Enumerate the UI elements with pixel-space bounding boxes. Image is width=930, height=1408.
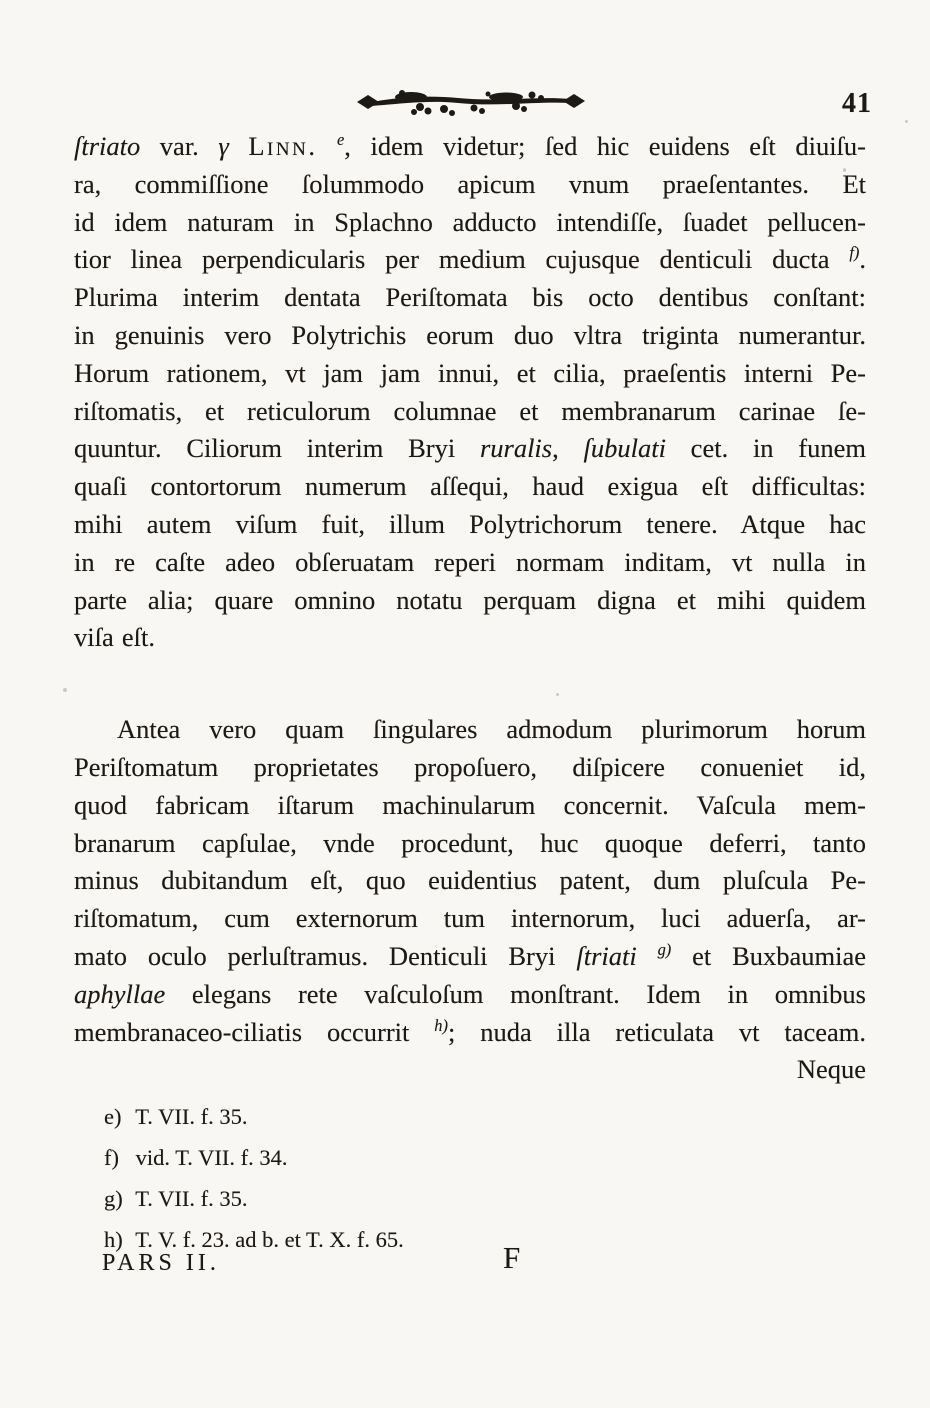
paragraph-1 xyxy=(74,128,866,657)
text-line xyxy=(74,355,866,393)
text-run: quod fabricam iſtarum machinularum concernit. Vaſcula mem- xyxy=(74,789,866,820)
paper-speck xyxy=(905,120,908,123)
text-line xyxy=(74,711,866,749)
text-line xyxy=(74,862,866,900)
paper-speck xyxy=(63,688,67,692)
text-line xyxy=(74,468,866,506)
text-run xyxy=(229,131,249,161)
text-run: Periſtomatum proprietates propoſuero, diſpicere conueniet id, xyxy=(74,751,866,782)
text-line xyxy=(74,317,866,355)
text-run: et Buxbaumiae xyxy=(671,940,867,971)
text-line xyxy=(74,749,866,787)
text-run: ſtriati xyxy=(576,940,637,971)
text-run: Antea vero quam ſingulares admodum plurimorum horum xyxy=(117,714,866,745)
text-run: e xyxy=(337,130,345,150)
text-run: Horum rationem, vt jam jam innui, et cilia, praeſentis interni Pe- xyxy=(74,357,866,388)
text-run: ; nuda illa reticulata vt taceam. xyxy=(447,1016,867,1047)
text-run: quuntur. Ciliorum interim Bryi xyxy=(74,433,480,464)
text-run: Plurima interim dentata Periſtomata bis octo dentibus conſtant: xyxy=(74,282,866,313)
footnote-text: T. VII. f. 35. xyxy=(130,1186,248,1211)
text-run: id idem naturam in Splachno adducto intendiſſe, ſuadet pellucen- xyxy=(74,206,866,237)
text-run: in re caſte adeo obſeruatam reperi normam inditam, vt nulla in xyxy=(74,546,866,577)
signature-mark: F xyxy=(503,1240,521,1275)
text-run: ra, commiſſione ſolummodo apicum vnum praeſentantes. Et xyxy=(74,168,866,199)
footnote-marker: e) xyxy=(104,1104,122,1129)
text-line xyxy=(74,544,866,582)
text-line xyxy=(74,393,866,431)
text-run: viſa eſt. xyxy=(74,622,155,653)
text-run: var. xyxy=(140,131,219,161)
text-run xyxy=(317,131,337,161)
text-line xyxy=(74,166,866,204)
text-run: ſtriato xyxy=(74,131,141,161)
text-run: , xyxy=(552,433,584,464)
text-run: riſtomatis, et reticulorum columnae et membranarum carinae ſe- xyxy=(74,395,866,426)
text-line xyxy=(74,787,866,825)
text-run: riſtomatum, cum externorum tum internorum, luci aduerſa, ar- xyxy=(74,903,866,934)
text-run: minus dubitandum eſt, quo euidentius patent, dum pluſcula Pe- xyxy=(74,865,866,896)
text-run: f) xyxy=(849,243,860,263)
footnote-text: T. V. f. 23. ad b. et T. X. f. 65. xyxy=(130,1227,404,1252)
text-run: γ xyxy=(218,131,229,161)
text-line xyxy=(74,619,866,657)
text-run: mihi autem viſum fuit, illum Polytrichorum tenere. Atque hac xyxy=(74,508,866,539)
footnote-text: vid. T. VII. f. 34. xyxy=(130,1145,288,1170)
footnote-line xyxy=(104,1096,804,1137)
floral-printer-rule-icon xyxy=(356,84,586,122)
text-run: ruralis xyxy=(479,433,553,464)
part-label: PARS II. xyxy=(102,1250,220,1276)
text-line xyxy=(74,430,866,468)
footnote-line xyxy=(104,1178,804,1219)
text-run: tior linea perpendicularis per medium cujusque denticuli ducta xyxy=(74,244,850,275)
text-line xyxy=(74,582,866,620)
text-line xyxy=(74,506,866,544)
text-run: aphyllae xyxy=(74,978,166,1009)
text-run: membranaceo-ciliatis occurrit xyxy=(74,1016,435,1047)
footnote-text: T. VII. f. 35. xyxy=(130,1104,248,1129)
catchword: Neque xyxy=(796,1054,866,1085)
paper-speck xyxy=(556,693,559,696)
footnote-marker: h) xyxy=(104,1227,123,1252)
paper-speck xyxy=(843,168,846,172)
text-line xyxy=(74,938,866,976)
text-run: g) xyxy=(657,940,672,960)
footnote-marker: f) xyxy=(104,1145,119,1170)
text-run: mato oculo perluſtramus. Denticuli Bryi xyxy=(74,940,577,971)
text-run: h) xyxy=(434,1015,448,1035)
text-line xyxy=(74,128,866,166)
footnote-marker: g) xyxy=(104,1186,123,1211)
text-run: quaſi contortorum numerum aſſequi, haud exigua eſt difficultas: xyxy=(74,471,866,502)
text-run: , idem videtur; ſed hic euidens eſt diuiſu- xyxy=(344,131,866,161)
text-run: parte alia; quare omnino notatu perquam digna et mihi quidem xyxy=(74,584,866,615)
text-run: in genuinis vero Polytrichis eorum duo vltra triginta numerantur. xyxy=(74,319,866,350)
text-run xyxy=(637,941,658,971)
text-run: elegans rete vaſculoſum monſtrant. Idem in omnibus xyxy=(165,978,866,1009)
page-number: 41 xyxy=(842,88,872,119)
text-line xyxy=(74,241,866,279)
text-line xyxy=(74,1014,866,1052)
paragraph-2 xyxy=(74,711,866,1051)
text-run: Linn. xyxy=(248,131,318,161)
text-line xyxy=(74,900,866,938)
body-text xyxy=(74,128,866,1089)
text-run: cet. in funem xyxy=(665,433,866,464)
text-run: . xyxy=(859,244,866,275)
footnotes-block xyxy=(104,1096,804,1260)
text-run: branarum capſulae, vnde procedunt, huc quoque deferri, tanto xyxy=(74,827,866,858)
text-line xyxy=(74,204,866,242)
text-line xyxy=(74,279,866,317)
text-line xyxy=(74,825,866,863)
footnote-line xyxy=(104,1137,804,1178)
text-run: ſubulati xyxy=(583,433,666,464)
text-line xyxy=(74,976,866,1014)
